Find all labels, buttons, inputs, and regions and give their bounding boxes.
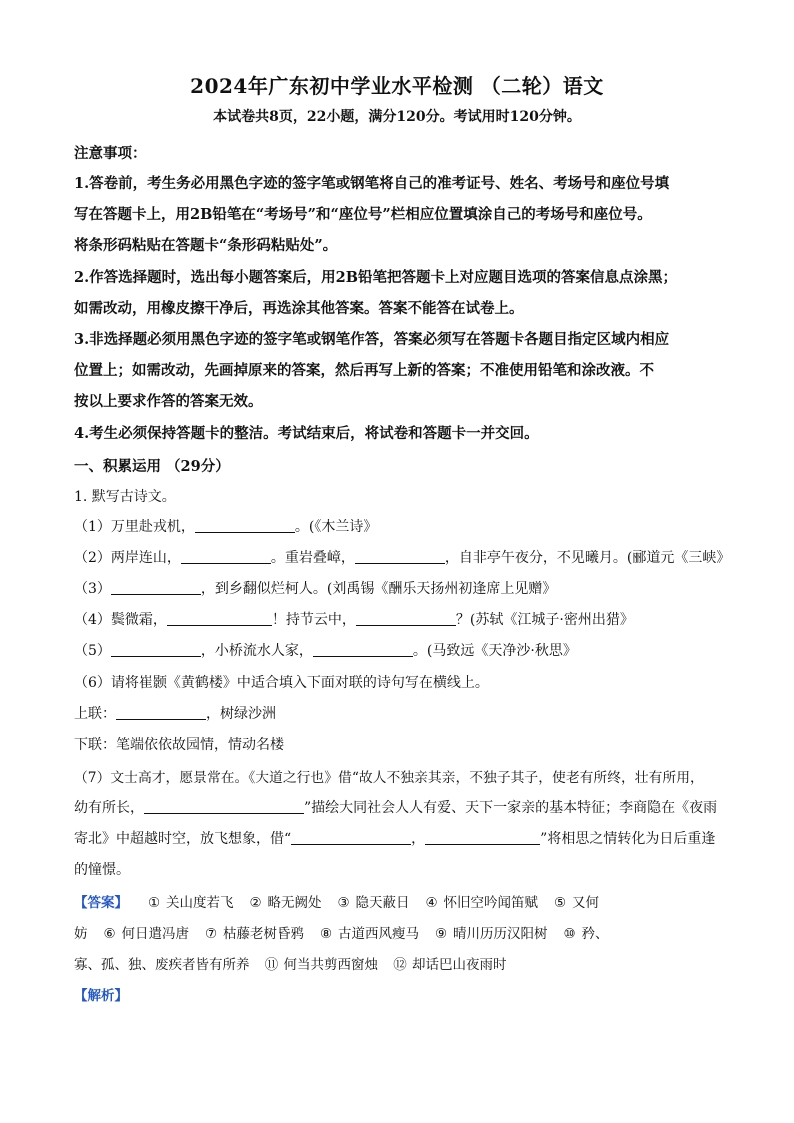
answer-text: 关山度若飞 (166, 895, 234, 911)
text: ，自非亭午夜分，不见曦月。(郦道元《三峡》 (444, 550, 731, 566)
question-part-4 (74, 609, 634, 629)
answer-number: ⑪ (264, 957, 279, 973)
question-part-7-line (74, 828, 715, 848)
answer-text: 枯藤老树昏鸦 (223, 926, 304, 942)
page-title: 2024年广东初中学业水平检测 （二轮）语文 (190, 74, 604, 98)
answer-text: 隐天蔽日 (355, 895, 410, 911)
text: ”描绘大同社会人人有爱、天下一家亲的基本特征；李商隐在《夜雨 (304, 800, 718, 816)
answer-number: ② (249, 895, 262, 911)
text: ”将相思之情转化为日后重逢 (540, 831, 716, 847)
couplet-upper (74, 703, 276, 723)
analysis-tag: 【解析】 (74, 988, 128, 1004)
text: ！持节云中， (271, 612, 356, 628)
analysis-label (74, 984, 128, 1004)
answer-blank[interactable] (116, 705, 206, 720)
answer-blank[interactable] (425, 830, 540, 845)
text: ？(苏轼《江城子·密州出猎》 (455, 612, 634, 628)
notes-line: 将条形码粘贴在答题卡“条形码粘贴处”。 (74, 237, 338, 254)
text: （5） (74, 643, 111, 659)
notes-heading: 注意事项： (74, 145, 147, 162)
answer-blank[interactable] (313, 642, 413, 657)
answer-number: ③ (337, 895, 350, 911)
text: ， (411, 831, 426, 847)
answer-number: ⑫ (393, 957, 407, 973)
answer-blank[interactable] (356, 611, 456, 626)
answer-number: ④ (425, 895, 438, 911)
text: 上联： (74, 706, 116, 722)
couplet-lower: 下联：笔端依依故园情，情动名楼 (74, 737, 284, 753)
answer-number: ⑨ (434, 926, 448, 942)
text: ，小桥流水人家， (200, 643, 313, 659)
answer-number: ⑦ (204, 926, 218, 942)
answer-blank[interactable] (291, 830, 411, 845)
answer-blank[interactable] (111, 642, 201, 657)
text: （3） (74, 581, 111, 597)
text: ，树绿沙洲 (206, 706, 276, 722)
notes-line: 如需改动，用橡皮擦干净后，再选涂其他答案。答案不能答在试卷上。 (74, 300, 524, 317)
answer-line-3 (74, 953, 507, 973)
answer-label: 【答案】 (74, 895, 128, 911)
page-subtitle: 本试卷共8页，22小题，满分120分。考试用时120分钟。 (213, 109, 581, 125)
notes-line: 2.作答选择题时，选出每小题答案后，用2B铅笔把答题卡上对应题目选项的答案信息点涂黑； (74, 269, 677, 286)
question-part-6: （6）请将崔颢《黄鹤楼》中适合填入下面对联的诗句写在横线上。 (74, 675, 489, 691)
question-part-2 (74, 547, 730, 567)
text: （2）两岸连山， (74, 550, 181, 566)
answer-blank[interactable] (181, 549, 271, 564)
answer-number: ⑤ (553, 895, 567, 911)
text: 。重岩叠嶂， (270, 550, 355, 566)
answer-text: 晴川历历汉阳树 (453, 926, 548, 942)
answer-text: 却话巴山夜雨时 (412, 957, 507, 973)
text: （4）鬓微霜， (74, 612, 167, 628)
answer-blank[interactable] (111, 580, 201, 595)
question-part-5 (74, 640, 577, 660)
notes-line: 3.非选择题必须用黑色字迹的签字笔或钢笔作答，答案必须写在答题卡各题目指定区域内相应 (74, 331, 670, 348)
question-part-1 (74, 516, 377, 536)
answer-text: 怀旧空吟闻笛赋 (443, 895, 538, 911)
answer-text: 何日遣冯唐 (121, 926, 189, 942)
notes-line: 按以上要求作答的答案无效。 (74, 393, 263, 410)
answer-number: ⑥ (103, 926, 116, 942)
question-part-7-line (74, 797, 717, 817)
section-heading: 一、积累运用 （29分） (74, 458, 230, 475)
notes-line: 1.答卷前，考生务必用黑色字迹的签字笔或钢笔将自己的准考证号、姓名、考场号和座位号填 (74, 175, 670, 192)
answer-text: 古道西风瘦马 (338, 926, 419, 942)
notes-line: 写在答题卡上，用2B铅笔在“考场号”和“座位号”栏相应位置填涂自己的考场号和座位号。 (74, 206, 652, 223)
text: 。(《木兰诗》 (294, 519, 378, 535)
text: （1）万里赴戎机， (74, 519, 195, 535)
answer-number: ① (147, 895, 161, 911)
answer-text: 何当共剪西窗烛 (283, 957, 378, 973)
answer-text: 矜、 (581, 926, 609, 942)
answer-text: 寡、孤、独、废疾者皆有所养 (74, 957, 250, 973)
answer-line-1 (74, 891, 599, 911)
answer-text: 略无阙处 (267, 895, 322, 911)
text: 幼有所长， (74, 800, 144, 816)
answer-text: 妨 (74, 926, 88, 942)
text: ，到乡翻似烂柯人。(刘禹锡《酬乐天扬州初逢席上见赠》 (200, 581, 557, 597)
answer-line-2 (74, 922, 609, 942)
answer-text: 又何 (572, 895, 599, 911)
question-part-7-line: 的憧憬。 (74, 862, 130, 878)
answer-blank[interactable] (355, 549, 445, 564)
question-stem: 1. 默写古诗文。 (74, 489, 176, 505)
answer-blank[interactable] (144, 799, 304, 814)
text: 寄北》中超越时空，放飞想象，借“ (74, 831, 292, 847)
answer-number: ⑩ (563, 926, 576, 942)
notes-line: 位置上；如需改动，先画掉原来的答案，然后再写上新的答案；不准使用铅笔和涂改液。不 (74, 362, 654, 379)
notes-line: 4.考生必须保持答题卡的整洁。考试结束后，将试卷和答题卡一并交回。 (74, 425, 539, 442)
question-part-3 (74, 578, 556, 598)
answer-blank[interactable] (195, 518, 295, 533)
text: 。(马致远《天净沙·秋思》 (412, 643, 577, 659)
answer-blank[interactable] (167, 611, 272, 626)
question-part-7-line: （7）文士高才，愿景常在。《大道之行也》借“故人不独亲其亲，不独子其子，使老有所终，壮有所用， (74, 770, 704, 786)
answer-number: ⑧ (319, 926, 333, 942)
